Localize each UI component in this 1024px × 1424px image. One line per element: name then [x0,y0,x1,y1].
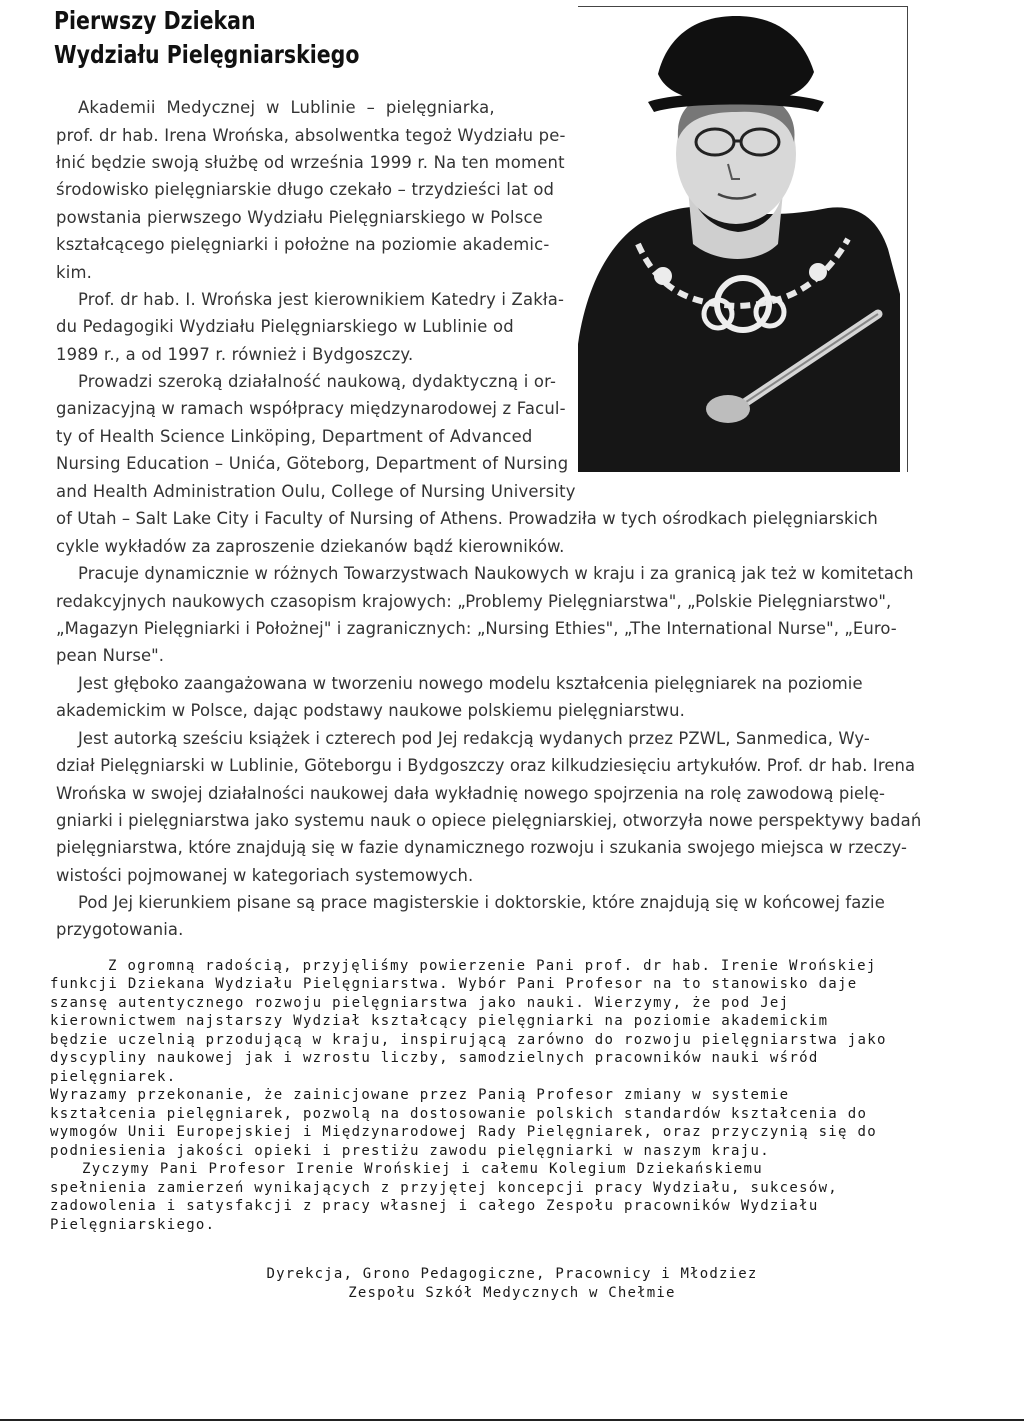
body-line: wistości pojmowanej w kategoriach systemowych. [56,866,474,885]
letter-line: Zyczymy Pani Profesor Irenie Wrońskiej i całemu Kolegium Dziekańskiemu [82,1161,764,1177]
letter-line: pielęgniarek. [50,1069,177,1085]
body-line: Jest autorką sześciu książek i czterech pod Jej redakcją wydanych przez PZWL, Sanmedica, Wy- [78,729,870,748]
body-line: of Utah – Salt Lake City i Faculty of Nursing of Athens. Prowadziła w tych ośrodkach pielęgniarskich [56,509,878,528]
letter-line: wymogów Unii Europejskiej i Międzynarodowej Rady Pielęgniarek, oraz przyczynią się do [50,1124,877,1140]
letter-line: dyscypliny naukowej jak i wzrostu liczby, samodzielnych pracowników nauki wśród [50,1050,819,1066]
body-line: pielęgniarstwa, które znajdują się w fazie dynamicznego rozwoju i szukania swojego miejsca w rzeczy- [56,838,908,857]
letter-line: kształcenia pielęgniarek, pozwolą na dostosowanie polskich standardów kształcenia do [50,1106,868,1122]
body-line: Pod Jej kierunkiem pisane są prace magisterskie i doktorskie, które znajdują się w końcowej fazie [78,893,885,912]
intro-line: ganizacyjną w ramach współpracy międzynarodowej z Facul- [56,399,566,418]
body-line: cykle wykładów za zaproszenie dziekanów bądź kierowników. [56,537,565,556]
body-line: Jest głęboko zaangażowana w tworzeniu nowego modelu kształcenia pielęgniarek na poziomie [78,674,863,693]
letter-line: funkcji Dziekana Wydziału Pielęgniarstwa. Wybór Pani Profesor na to stanowisko daje [50,976,858,992]
intro-line: Prowadzi szeroką działalność naukową, dydaktyczną i or- [78,372,557,391]
body-line: redakcyjnych naukowych czasopism krajowych: „Problemy Pielęgniarstwa", „Polskie Pielęgniarstwo", [56,592,892,611]
portrait-photo [578,14,900,472]
intro-line: and Health Administration Oulu, College of Nursing University [56,482,576,501]
letter-line: Pielęgniarskiego. [50,1217,216,1233]
bottom-rule [0,1419,1024,1421]
intro-line: Akademii Medycznej w Lublinie – pielęgniarka, [78,98,495,117]
title-line-1: Pierwszy Dziekan [54,6,256,35]
intro-line: ty of Health Science Linköping, Department of Advanced [56,427,533,446]
intro-line: kształcącego pielęgniarki i położne na poziomie akademic- [56,235,550,254]
letter-line: podniesienia jakości opieki i prestiżu zawodu pielęgniarki w naszym kraju. [50,1143,770,1159]
intro-line: powstania pierwszego Wydziału Pielęgniarskiego w Polsce [56,208,543,227]
intro-line: prof. dr hab. Irena Wrońska, absolwentka tegoż Wydziału pe- [56,126,566,145]
intro-line: 1989 r., a od 1997 r. również i Bydgoszczy. [56,345,414,364]
letter-line: kierownictwem najstarszy Wydział kształcący pielęgniarki na poziomie akademickim [50,1013,829,1029]
portrait-illustration [578,14,900,472]
signature-line-2: Zespołu Szkół Medycznych w Chełmie [348,1285,676,1301]
body-line: przygotowania. [56,920,184,939]
body-line: akademickim w Polsce, dając podstawy naukowe polskiemu pielęgniarstwu. [56,701,685,720]
letter-line: będzie uczelnią przodującą w kraju, inspirującą zarówno do rozwoju pielęgniarstwa jako [50,1032,887,1048]
body-line: „Magazyn Pielęgniarki i Położnej" i zagranicznych: „Nursing Ethies", „The International Nurse", „Euro- [56,619,897,638]
intro-line: du Pedagogiki Wydziału Pielęgniarskiego w Lublinie od [56,317,514,336]
body-line: pean Nurse". [56,646,165,665]
signature-line-1: Dyrekcja, Grono Pedagogiczne, Pracownicy i Młodziez [266,1266,758,1282]
intro-line: Nursing Education – Unića, Göteborg, Department of Nursing [56,454,569,473]
intro-line: Prof. dr hab. I. Wrońska jest kierownikiem Katedry i Zakła- [78,290,565,309]
body-line: Wrońska w swojej działalności naukowej dała wykładnię nowego spojrzenia na rolę zawodową pielę- [56,784,886,803]
intro-line: środowisko pielęgniarskie długo czekało – trzydzieści lat od [56,180,555,199]
body-line: dział Pielęgniarski w Lublinie, Göteborgu i Bydgoszczy oraz kilkudziesięciu artykułów. Prof. dr hab. Irena [56,756,916,775]
letter-line: zadowolenia i satysfakcji z pracy własnej i całego Zespołu pracowników Wydziału [50,1198,819,1214]
intro-line: łnić będzie swoją służbę od września 1999 r. Na ten moment [56,153,565,172]
title-line-2: Wydziału Pielęgniarskiego [54,40,360,69]
letter-line: spełnienia zamierzeń wynikających z przyjętej koncepcji pracy Wydziału, sukcesów, [50,1180,839,1196]
intro-line: kim. [56,263,93,282]
page-title [54,4,359,72]
letter-line: szansę autentycznego rozwoju pielęgniarstwa jako nauki. Wierzymy, że pod Jej [50,995,790,1011]
letter-line: Wyrazamy przekonanie, że zainicjowane przez Panią Profesor zmiany w systemie [50,1087,790,1103]
body-line: gniarki i pielęgniarstwa jako systemu nauk o opiece pielęgniarskiej, otworzyła nowe perspektywy badań [56,811,922,830]
letter-line: Z ogromną radością, przyjęliśmy powierzenie Pani prof. dr hab. Irenie Wrońskiej [108,958,877,974]
body-line: Pracuje dynamicznie w różnych Towarzystwach Naukowych w kraju i za granicą jak też w komitetach [78,564,914,583]
